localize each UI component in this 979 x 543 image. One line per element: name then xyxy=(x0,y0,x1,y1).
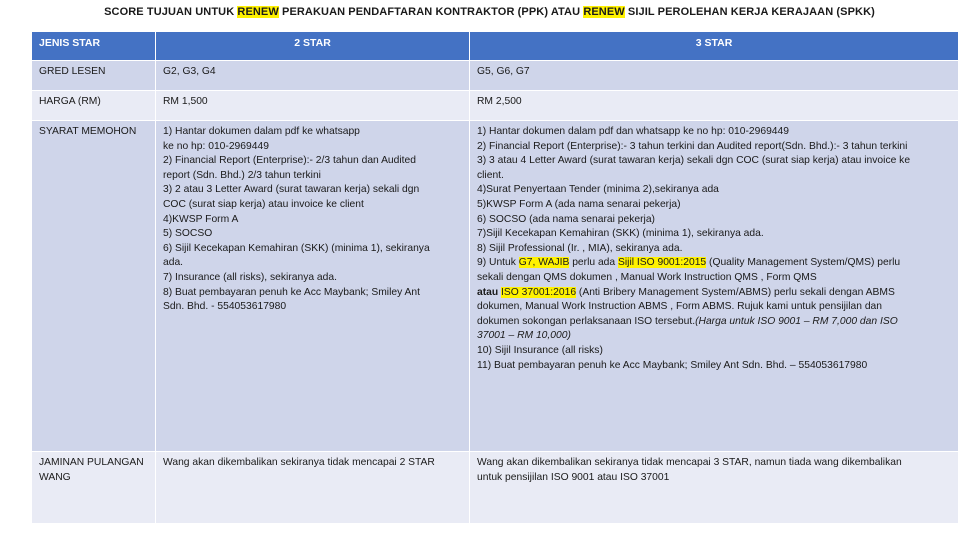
table-row-gred xyxy=(32,61,959,91)
requirement-line-iso xyxy=(477,256,951,271)
requirement-line: 4)Surat Penyertaan Tender (minima 2),sekiranya ada xyxy=(477,184,719,196)
header-2-star: 2 STAR xyxy=(156,32,470,61)
iso-37001-highlight: ISO 37001:2016 xyxy=(501,286,577,298)
cell-2-star: Wang akan dikembalikan sekiranya tidak mencapai 2 STAR xyxy=(156,452,470,524)
text-part: 9) Untuk xyxy=(477,257,519,269)
requirement-line: 10) Sijil Insurance (all risks) xyxy=(477,344,603,356)
title-renew-highlight: RENEW xyxy=(583,6,625,18)
row-label-line: JAMINAN PULANGAN xyxy=(39,457,144,468)
iso-9001-highlight: Sijil ISO 9001:2015 xyxy=(618,257,707,269)
cell-2-star xyxy=(156,121,470,452)
requirement-line: dokumen, Manual Work Instruction ABMS , Form ABMS. Rujuk kami untuk pensijilan dan xyxy=(477,301,882,313)
title-renew-highlight: RENEW xyxy=(237,6,279,18)
cell-3-star: G5, G6, G7 xyxy=(470,61,959,91)
row-label xyxy=(32,452,156,524)
requirement-line: 6) SOCSO (ada nama senarai pekerja) xyxy=(477,213,655,225)
text-part: perlu ada xyxy=(569,257,618,269)
requirement-line: 2) Financial Report (Enterprise):- 2/3 tahun dan Audited xyxy=(163,155,416,167)
table-header-row xyxy=(32,32,959,61)
requirement-line: Sdn. Bhd. - 554053617980 xyxy=(163,301,287,313)
iso-price-note: 37001 – RM 10,000) xyxy=(477,330,571,342)
text-part: dokumen sokongan perlaksanaan ISO tersebut. xyxy=(477,315,696,327)
requirement-line: 5) SOCSO xyxy=(163,228,213,240)
iso-price-note: (Harga untuk ISO 9001 – RM 7,000 dan ISO xyxy=(695,315,898,327)
title-part: SIJIL PEROLEHAN KERJA KERAJAAN (SPKK) xyxy=(624,6,875,18)
requirement-line xyxy=(477,329,951,344)
cell-3-star: RM 2,500 xyxy=(470,91,959,121)
requirement-line: 3) 2 atau 3 Letter Award (surat tawaran kerja) sekali dgn xyxy=(163,184,420,196)
table-row-syarat xyxy=(32,121,959,452)
requirement-line: ada. xyxy=(163,257,184,269)
requirement-line xyxy=(477,315,951,330)
table-row-harga xyxy=(32,91,959,121)
table-row-jaminan xyxy=(32,452,959,524)
row-label: HARGA (RM) xyxy=(32,91,156,121)
requirement-line: 7)Sijil Kecekapan Kemahiran (SKK) (minima 1), sekiranya ada. xyxy=(477,228,764,240)
cell-2-star: G2, G3, G4 xyxy=(156,61,470,91)
requirement-line: 7) Insurance (all risks), sekiranya ada. xyxy=(163,271,337,283)
comparison-table xyxy=(31,31,959,524)
header-3-star: 3 STAR xyxy=(470,32,959,61)
requirement-line: 6) Sijil Kecekapan Kemahiran (SKK) (minima 1), sekiranya xyxy=(163,242,430,254)
guarantee-line: untuk pensijilan ISO 9001 atau ISO 37001 xyxy=(477,471,670,483)
requirement-line: 8) Sijil Professional (Ir. , MIA), sekiranya ada. xyxy=(477,242,683,254)
row-label: GRED LESEN xyxy=(32,61,156,91)
requirement-line: 2) Financial Report (Enterprise):- 3 tahun terkini dan Audited report(Sdn. Bhd.):- 3 tahun terkini xyxy=(477,140,908,152)
title-part: SCORE TUJUAN UNTUK xyxy=(104,6,238,18)
requirement-line: COC (surat siap kerja) atau invoice ke client xyxy=(163,198,364,210)
row-label-line: WANG xyxy=(39,471,71,483)
requirement-line: 11) Buat pembayaran penuh ke Acc Maybank; Smiley Ant Sdn. Bhd. – 554053617980 xyxy=(477,359,868,371)
requirement-line: ke no hp: 010-2969449 xyxy=(163,140,269,152)
cell-3-star xyxy=(470,452,959,524)
requirement-line: report (Sdn. Bhd.) 2/3 tahun terkini xyxy=(163,169,321,181)
requirement-line: 5)KWSP Form A (ada nama senarai pekerja) xyxy=(477,198,681,210)
page-title xyxy=(0,6,979,18)
row-label: SYARAT MEMOHON xyxy=(32,121,156,452)
requirement-line: 3) 3 atau 4 Letter Award (surat tawaran kerja) sekali dgn COC (surat siap kerja) atau invoice ke xyxy=(477,155,911,167)
text-part: (Quality Management System/QMS) perlu xyxy=(706,257,901,269)
requirement-line: 8) Buat pembayaran penuh ke Acc Maybank; Smiley Ant xyxy=(163,286,420,298)
requirement-line: client. xyxy=(477,169,504,181)
guarantee-line: Wang akan dikembalikan sekiranya tidak mencapai 3 STAR, namun tiada wang dikembalikan xyxy=(477,457,902,468)
title-part: PERAKUAN PENDAFTARAN KONTRAKTOR (PPK) ATAU xyxy=(278,6,584,18)
requirement-line-iso xyxy=(477,286,951,301)
requirement-line: 1) Hantar dokumen dalam pdf dan whatsapp ke no hp: 010-2969449 xyxy=(477,126,789,137)
requirement-line: 1) Hantar dokumen dalam pdf ke whatsapp xyxy=(163,126,360,137)
cell-3-star xyxy=(470,121,959,452)
cell-2-star: RM 1,500 xyxy=(156,91,470,121)
requirement-line: 4)KWSP Form A xyxy=(163,213,239,225)
header-jenis-star: JENIS STAR xyxy=(32,32,156,61)
text-part: (Anti Bribery Management System/ABMS) perlu sekali dengan ABMS xyxy=(576,286,895,298)
requirement-line: sekali dengan QMS dokumen , Manual Work Instruction QMS , Form QMS xyxy=(477,271,817,283)
g7-wajib-highlight: G7, WAJIB xyxy=(518,257,570,269)
text-part: atau xyxy=(477,286,502,298)
